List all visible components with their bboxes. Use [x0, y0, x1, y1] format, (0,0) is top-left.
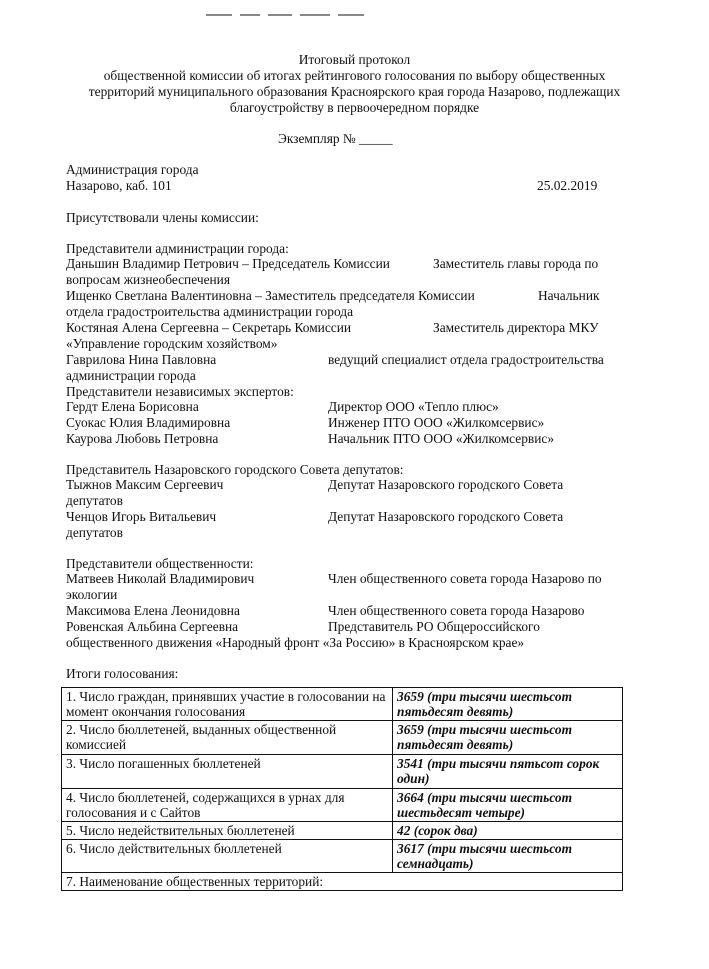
- member-role-cont: администрации города: [66, 368, 196, 383]
- member-role-cont: депутатов: [66, 493, 123, 508]
- place-line: Администрация города: [66, 162, 199, 177]
- scan-artifact: [300, 14, 330, 16]
- row-label: 1. Число граждан, принявших участие в голосовании на момент окончания голосования: [62, 688, 393, 721]
- member-role-cont: отдела градостроительства администрации города: [66, 304, 354, 319]
- table-row: [62, 688, 623, 721]
- row-label: 7. Наименование общественных территорий:: [62, 873, 623, 891]
- member-name: Матвеев Николай Владимирович: [66, 571, 255, 586]
- table-row: [62, 822, 623, 840]
- section-heading: Представители администрации города:: [66, 241, 289, 256]
- member-role: Заместитель директора МКУ: [433, 320, 599, 335]
- section-heading: Представители независимых экспертов:: [66, 384, 294, 399]
- copy-number: Экземпляр № _____: [278, 131, 393, 146]
- member-name: Тыжнов Максим Сергеевич: [66, 477, 224, 492]
- document-date: 25.02.2019: [537, 178, 598, 193]
- member-name: Гердт Елена Борисовна: [66, 399, 199, 414]
- row-value: 42 (сорок два): [393, 822, 623, 840]
- document-subtitle-line: общественной комиссии об итогах рейтингового голосования по выбору общественных: [103, 68, 606, 83]
- scan-artifact: [268, 14, 292, 16]
- scan-artifact: [206, 14, 232, 16]
- section-heading: Представитель Назаровского городского Совета депутатов:: [66, 462, 404, 477]
- member-role: Депутат Назаровского городского Совета: [328, 477, 564, 492]
- row-value: 3541 (три тысячи пятьсот сорок один): [393, 755, 623, 789]
- member-name: Суокас Юлия Владимировна: [66, 415, 231, 430]
- document-subtitle-line: территорий муниципального образования Красноярского края города Назарово, подлежащих: [88, 84, 621, 99]
- table-row: [62, 873, 623, 891]
- member-name: Ровенская Альбина Сергеевна: [66, 619, 239, 634]
- results-heading: Итоги голосования:: [66, 666, 179, 681]
- row-label: 3. Число погашенных бюллетеней: [62, 755, 393, 789]
- member-role: Директор ООО «Тепло плюс»: [328, 399, 499, 414]
- attendance-heading: Присутствовали члены комиссии:: [66, 210, 259, 225]
- member-name: Ищенко Светлана Валентиновна – Заместитель председателя Комиссии: [66, 288, 475, 303]
- table-row: [62, 789, 623, 822]
- member-role: Начальник ПТО ООО «Жилкомсервис»: [328, 431, 555, 446]
- member-role-cont: «Управление городским хозяйством»: [66, 336, 278, 351]
- member-name: Максимова Елена Леонидовна: [66, 603, 240, 618]
- member-role: Член общественного совета города Назарово: [328, 603, 585, 618]
- member-role-cont: экологии: [66, 587, 118, 602]
- row-label: 4. Число бюллетеней, содержащихся в урнах для голосования и с Сайтов: [62, 789, 393, 822]
- member-role: Представитель РО Общероссийского: [328, 619, 540, 634]
- member-role: Начальник: [538, 288, 600, 303]
- member-role-cont: депутатов: [66, 525, 123, 540]
- row-label: 5. Число недействительных бюллетеней: [62, 822, 393, 840]
- row-value: 3659 (три тысячи шестьсот пятьдесят девять): [393, 688, 623, 721]
- section-heading: Представители общественности:: [66, 556, 254, 571]
- member-role: Заместитель главы города по: [433, 256, 599, 271]
- table-row: [62, 840, 623, 873]
- table-row: [62, 721, 623, 755]
- member-name: Даньшин Владимир Петрович – Председатель Комиссии: [66, 256, 390, 271]
- member-role: ведущий специалист отдела градостроительства: [328, 352, 604, 367]
- row-value: 3664 (три тысячи шестьсот шестьдесят четыре): [393, 789, 623, 822]
- member-role-cont: общественного движения «Народный фронт «За Россию» в Красноярском крае»: [66, 635, 525, 650]
- results-table: [61, 687, 623, 891]
- member-role: Член общественного совета города Назарово по: [328, 571, 602, 586]
- member-role: Депутат Назаровского городского Совета: [328, 509, 564, 524]
- member-name: Костяная Алена Сергеевна – Секретарь Комиссии: [66, 320, 352, 335]
- place-line: Назарово, каб. 101: [66, 178, 172, 193]
- document-subtitle-line: благоустройству в первоочередном порядке: [229, 100, 480, 115]
- member-role-cont: вопросам жизнеобеспечения: [66, 272, 231, 287]
- table-row: [62, 755, 623, 789]
- row-label: 2. Число бюллетеней, выданных общественной комиссией: [62, 721, 393, 755]
- member-name: Каурова Любовь Петровна: [66, 431, 219, 446]
- document-title: Итоговый протокол: [298, 52, 411, 67]
- scan-artifact: [338, 14, 364, 16]
- member-name: Ченцов Игорь Витальевич: [66, 509, 217, 524]
- row-value: 3617 (три тысячи шестьсот семнадцать): [393, 840, 623, 873]
- scan-artifact: [240, 14, 260, 16]
- member-role: Инженер ПТО ООО «Жилкомсервис»: [328, 415, 545, 430]
- member-name: Гаврилова Нина Павловна: [66, 352, 217, 367]
- row-label: 6. Число действительных бюллетеней: [62, 840, 393, 873]
- row-value: 3659 (три тысячи шестьсот пятьдесят девять): [393, 721, 623, 755]
